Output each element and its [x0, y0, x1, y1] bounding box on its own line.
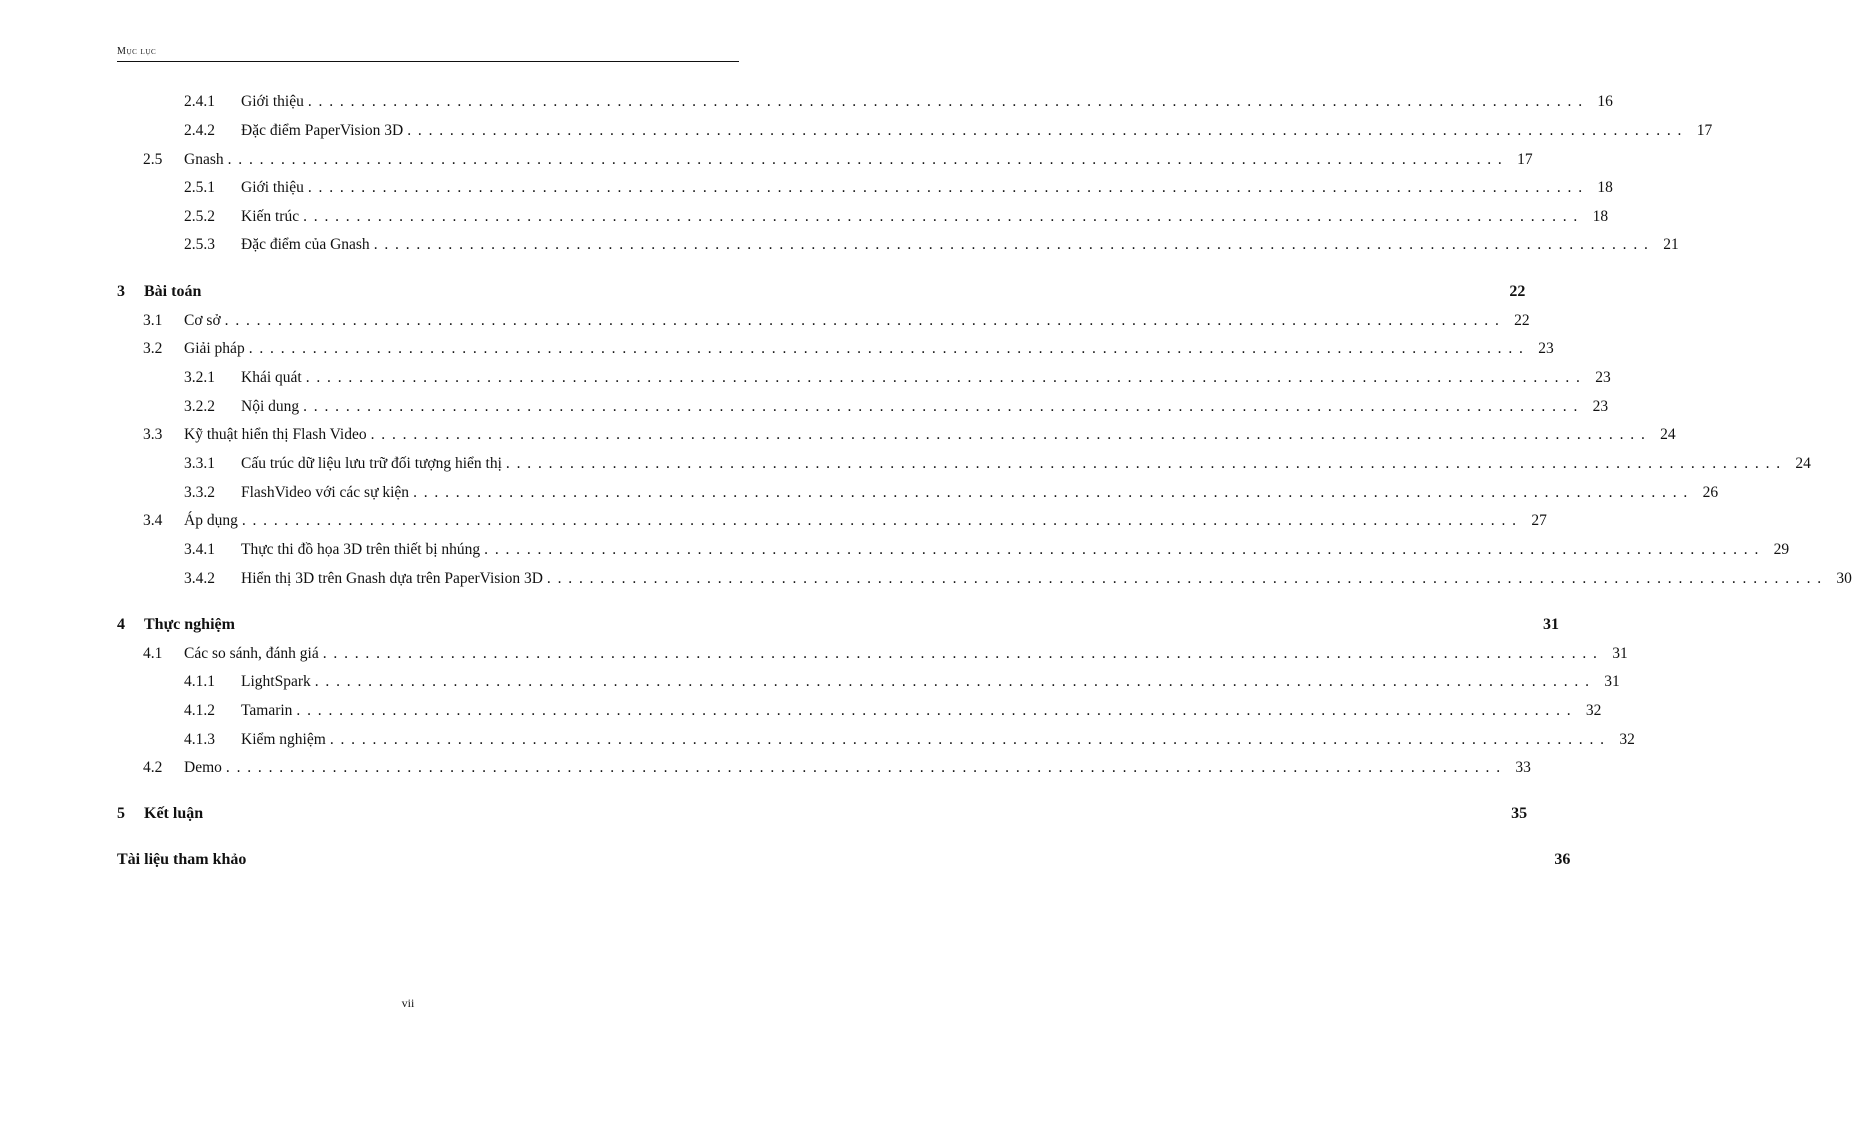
toc-entry[interactable]: [143, 311, 1530, 331]
toc-entry[interactable]: [184, 397, 1609, 417]
toc-entry[interactable]: [184, 483, 1719, 503]
header-rule: [117, 61, 739, 62]
dot-leader: ........................................................................................................................: [413, 484, 1695, 501]
toc-entry-number: 3.3.1: [184, 455, 215, 472]
toc-entry-page: 29: [1773, 541, 1790, 558]
dot-leader: ........................................................................................................................: [303, 398, 1585, 415]
toc-entry-title: LightSpark: [241, 673, 311, 690]
toc-chapter-entry[interactable]: [117, 615, 1559, 635]
toc-entry-title: Kỹ thuật hiển thị Flash Video: [184, 426, 367, 443]
toc-entry[interactable]: [184, 368, 1611, 388]
toc-entry[interactable]: [143, 511, 1547, 531]
dot-leader: ........................................................................................................................: [322, 645, 1604, 662]
toc-entry-page: 17: [1517, 151, 1533, 168]
toc-entry-page: 24: [1795, 455, 1811, 472]
toc-entry-number: 2.4.1: [184, 93, 215, 110]
toc-entry-number: 3.2.2: [184, 398, 215, 415]
toc-entry[interactable]: [184, 730, 1635, 750]
toc-entry-title: Khái quát: [241, 369, 302, 386]
toc-entry[interactable]: [143, 758, 1531, 778]
toc-chapter-entry[interactable]: [117, 282, 1526, 302]
toc-entry[interactable]: [184, 569, 1852, 589]
toc-entry[interactable]: [184, 454, 1811, 474]
dot-leader: ........................................................................................................................: [225, 759, 1507, 776]
toc-entry-title: Giới thiệu: [241, 179, 304, 196]
toc-entry-title: Đặc điểm PaperVision 3D: [241, 122, 404, 139]
toc-entry[interactable]: [184, 540, 1790, 560]
toc-entry[interactable]: [184, 92, 1613, 112]
toc-entry-page: 22: [1509, 283, 1526, 300]
toc-entry-page: 31: [1612, 645, 1628, 662]
dot-leader: ........................................................................................................................: [307, 93, 1589, 110]
toc-entry-page: 31: [1542, 616, 1559, 633]
toc-entry-number: 3.1: [143, 312, 163, 329]
toc-entry[interactable]: [184, 672, 1620, 692]
toc-entry-page: 23: [1595, 369, 1611, 386]
toc-entry-title: Đặc điểm của Gnash: [241, 236, 370, 253]
dot-leader: ........................................................................................................................: [484, 541, 1766, 558]
toc-entry-number: 2.5: [143, 151, 163, 168]
toc-entry-page: 22: [1514, 312, 1530, 329]
toc-entry-title: Tài liệu tham khảo: [117, 851, 247, 868]
dot-leader: ........................................................................................................................: [314, 673, 1596, 690]
toc-entry-page: 35: [1511, 805, 1528, 822]
toc-entry-title: Kiểm nghiệm: [241, 731, 326, 748]
toc-entry[interactable]: [143, 339, 1554, 359]
toc-entry-number: 5: [117, 805, 125, 822]
toc-entry-page: 18: [1597, 179, 1613, 196]
toc-entry[interactable]: [184, 178, 1613, 198]
toc-entry-title: Thực thi đồ họa 3D trên thiết bị nhúng: [241, 541, 481, 558]
toc-entry-page: 31: [1604, 673, 1620, 690]
toc-entry[interactable]: [184, 121, 1713, 141]
toc-entry-page: 30: [1836, 570, 1852, 587]
dot-leader: ........................................................................................................................: [241, 512, 1523, 529]
dot-leader: ........................................................................................................................: [329, 731, 1611, 748]
toc-entry-title: Thực nghiệm: [144, 616, 235, 633]
dot-leader: ........................................................................................................................: [505, 455, 1787, 472]
toc-entry-title: Demo: [184, 759, 222, 776]
toc-entry-number: 2.5.1: [184, 179, 215, 196]
toc-entry-title: Bài toán: [144, 283, 202, 300]
dot-leader: ........................................................................................................................: [370, 426, 1652, 443]
toc-entry-title: Áp dụng: [184, 512, 238, 529]
toc-entry-number: 4.1.1: [184, 673, 215, 690]
toc-chapter-entry[interactable]: [117, 850, 1571, 870]
toc-entry-page: 36: [1554, 851, 1571, 868]
toc-entry[interactable]: [143, 425, 1676, 445]
dot-leader: ........................................................................................................................: [248, 340, 1530, 357]
toc-entry-page: 32: [1619, 731, 1635, 748]
toc-entry-number: 3.4: [143, 512, 163, 529]
toc-entry[interactable]: [143, 150, 1533, 170]
dot-leader: ........................................................................................................................: [407, 122, 1689, 139]
toc-entry-number: 3: [117, 283, 125, 300]
dot-leader: ........................................................................................................................: [224, 312, 1506, 329]
toc-entry-title: Giới thiệu: [241, 93, 304, 110]
toc-entry-title: Cấu trúc dữ liệu lưu trữ đối tượng hiển thị: [241, 455, 502, 472]
toc-entry-page: 24: [1660, 426, 1676, 443]
toc-entry-number: 3.2: [143, 340, 163, 357]
dot-leader: ........................................................................................................................: [296, 702, 1578, 719]
toc-entry-page: 23: [1538, 340, 1554, 357]
toc-entry-title: Cơ sở: [184, 312, 221, 329]
toc-entry-title: Kiến trúc: [241, 208, 300, 225]
toc-entry-title: Hiển thị 3D trên Gnash dựa trên PaperVision 3D: [241, 570, 543, 587]
dot-leader: ........................................................................................................................: [303, 208, 1585, 225]
toc-entry-page: 32: [1585, 702, 1602, 719]
toc-entry-number: 3.2.1: [184, 369, 215, 386]
page-footer: [0, 996, 816, 1011]
toc-entry-number: 4.1: [143, 645, 163, 662]
toc-entry-page: 18: [1592, 208, 1609, 225]
dot-leader: ........................................................................................................................: [227, 151, 1509, 168]
toc-entry-number: 4.1.2: [184, 702, 215, 719]
dot-leader: ........................................................................................................................: [546, 570, 1828, 587]
running-header: [117, 46, 739, 57]
dot-leader: ........................................................................................................................: [373, 236, 1655, 253]
toc-entry-page: 33: [1515, 759, 1531, 776]
page-number: vii: [401, 996, 415, 1010]
toc-chapter-entry[interactable]: [117, 804, 1528, 824]
toc-entry-number: 3.3: [143, 426, 163, 443]
toc-entry-title: Giải pháp: [184, 340, 245, 357]
toc-entry-title: Kết luận: [144, 805, 204, 822]
toc-entry-number: 4.2: [143, 759, 163, 776]
toc-entry-title: Nội dung: [241, 398, 300, 415]
toc-entry-number: 3.4.2: [184, 570, 215, 587]
toc-entry-number: 3.3.2: [184, 484, 215, 501]
toc-entry[interactable]: [143, 644, 1628, 664]
toc-entry-number: 3.4.1: [184, 541, 215, 558]
toc-entry-title: Tamarin: [241, 702, 293, 719]
toc-entry-page: 16: [1597, 93, 1613, 110]
toc-entry-title: Các so sánh, đánh giá: [184, 645, 319, 662]
toc-entry-page: 21: [1663, 236, 1679, 253]
toc-entry-page: 26: [1702, 484, 1719, 501]
toc-entry-title: Gnash: [184, 151, 224, 168]
toc-entry[interactable]: [184, 207, 1609, 227]
toc-entry-title: FlashVideo với các sự kiện: [241, 484, 410, 501]
toc-entry[interactable]: [184, 235, 1679, 255]
toc-entry-number: 4: [117, 616, 125, 633]
toc-entry-number: 2.4.2: [184, 122, 215, 139]
toc-entry-number: 2.5.2: [184, 208, 215, 225]
dot-leader: ........................................................................................................................: [307, 179, 1589, 196]
toc-entry[interactable]: [184, 701, 1602, 721]
toc-entry-number: 2.5.3: [184, 236, 215, 253]
toc-entry-page: 27: [1531, 512, 1547, 529]
running-header-title: Mục lục: [117, 46, 157, 57]
toc-entry-page: 17: [1696, 122, 1713, 139]
dot-leader: ........................................................................................................................: [305, 369, 1587, 386]
toc-entry-number: 4.1.3: [184, 731, 215, 748]
toc-entry-page: 23: [1592, 398, 1609, 415]
